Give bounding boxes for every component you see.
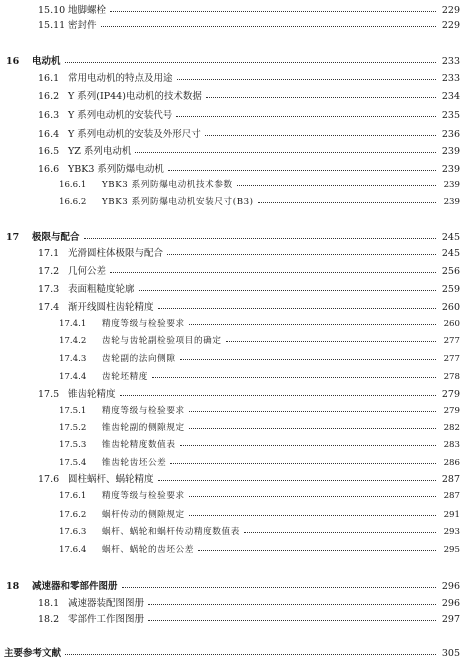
dot-leader bbox=[237, 185, 436, 186]
toc-entry bbox=[0, 333, 468, 349]
toc-entry-title: YBK3 系列防爆电动机安装尺寸(B3) bbox=[102, 197, 254, 207]
toc-entry-title: 表面粗糙度轮廓 bbox=[68, 284, 135, 295]
toc-entry-page-number: 277 bbox=[443, 336, 460, 346]
toc-entry-title: 减速器和零部件图册 bbox=[32, 581, 118, 592]
toc-entry-number: 18.1 bbox=[38, 598, 60, 609]
dot-leader bbox=[65, 62, 436, 63]
toc-entry-page-number: 296 bbox=[441, 581, 460, 592]
toc-entry-number: 17.4.2 bbox=[59, 336, 87, 346]
toc-entry-number: 17.5.2 bbox=[59, 423, 87, 433]
dot-leader bbox=[148, 620, 436, 621]
dot-leader bbox=[258, 202, 436, 203]
toc-entry-page-number: 293 bbox=[443, 527, 460, 537]
toc-entry-title: 减速器装配图图册 bbox=[68, 598, 145, 609]
dot-leader bbox=[110, 11, 436, 12]
toc-entry-number: 15.11 bbox=[38, 20, 66, 31]
dot-leader bbox=[189, 324, 436, 325]
dot-leader bbox=[205, 135, 436, 136]
toc-entry-number: 17.5.1 bbox=[59, 406, 87, 416]
dot-leader bbox=[158, 480, 436, 481]
toc-entry-title: 蜗杆传动的侧隙规定 bbox=[102, 510, 185, 520]
toc-entry-page-number: 279 bbox=[441, 389, 460, 400]
toc-entry-page-number: 287 bbox=[441, 474, 460, 485]
toc-entry-number: 16.4 bbox=[38, 129, 60, 140]
toc-entry-number: 16.5 bbox=[38, 146, 60, 157]
toc-entry bbox=[0, 246, 468, 262]
toc-entry-number: 16.2 bbox=[38, 91, 60, 102]
toc-entry-page-number: 295 bbox=[443, 545, 460, 555]
toc-entry bbox=[0, 387, 468, 403]
toc-entry bbox=[0, 144, 468, 160]
toc-entry bbox=[0, 71, 468, 87]
toc-entry bbox=[0, 455, 468, 471]
dot-leader bbox=[120, 395, 436, 396]
toc-entry-title: 锥齿轮精度 bbox=[68, 389, 116, 400]
toc-entry-title: 精度等级与检验要求 bbox=[102, 491, 185, 501]
toc-entry-page-number: 287 bbox=[443, 491, 460, 501]
toc-entry bbox=[0, 89, 468, 105]
toc-entry bbox=[0, 488, 468, 504]
toc-entry-number: 16.3 bbox=[38, 110, 60, 121]
toc-entry-title: 蜗杆、蜗轮的齿坯公差 bbox=[102, 545, 194, 555]
dot-leader bbox=[189, 515, 436, 516]
toc-entry-number: 17.5.4 bbox=[59, 458, 87, 468]
toc-entry-number: 17.2 bbox=[38, 266, 60, 277]
toc-entry-page-number: 286 bbox=[443, 458, 460, 468]
toc-entry-title: 地脚螺栓 bbox=[68, 5, 107, 16]
toc-entry-page-number: 229 bbox=[441, 20, 460, 31]
toc-entry bbox=[0, 194, 468, 210]
toc-entry bbox=[0, 3, 468, 19]
toc-entry-page-number: 234 bbox=[441, 91, 460, 102]
toc-entry-page-number: 256 bbox=[441, 266, 460, 277]
toc-entry-title: 圆柱蜗杆、蜗轮精度 bbox=[68, 474, 154, 485]
toc-entry-number: 16.6 bbox=[38, 164, 60, 175]
toc-entry-number: 17.4 bbox=[38, 302, 60, 313]
toc-entry-page-number: 236 bbox=[441, 129, 460, 140]
dot-leader bbox=[206, 97, 436, 98]
toc-entry-title: 蜗杆、蜗轮和蜗杆传动精度数值表 bbox=[102, 527, 240, 537]
toc-entry-number: 17.6.4 bbox=[59, 545, 87, 555]
toc-chapter-entry bbox=[0, 54, 468, 70]
toc-entry-title: 渐开线圆柱齿轮精度 bbox=[68, 302, 154, 313]
toc-entry-page-number: 260 bbox=[443, 319, 460, 329]
toc-entry-title: Y 系列(IP44)电动机的技术数据 bbox=[68, 91, 202, 102]
toc-entry bbox=[0, 612, 468, 628]
toc-entry bbox=[0, 542, 468, 558]
toc-entry-page-number: 296 bbox=[441, 598, 460, 609]
toc-entry-title: 齿轮坯精度 bbox=[102, 372, 148, 382]
dot-leader bbox=[158, 308, 436, 309]
toc-entry bbox=[0, 316, 468, 332]
toc-entry bbox=[0, 437, 468, 453]
dot-leader bbox=[198, 550, 436, 551]
toc-entry-title: 齿轮与齿轮副检验项目的确定 bbox=[102, 336, 222, 346]
toc-entry-title: Y 系列电动机的安装代号 bbox=[68, 110, 173, 121]
toc-entry-page-number: 245 bbox=[441, 232, 460, 243]
toc-entry-title: 常用电动机的特点及用途 bbox=[68, 73, 173, 84]
toc-entry-number: 17.6 bbox=[38, 474, 60, 485]
toc-entry-title: 密封件 bbox=[68, 20, 97, 31]
toc-entry bbox=[0, 264, 468, 280]
toc-entry-page-number: 291 bbox=[443, 510, 460, 520]
toc-entry bbox=[0, 108, 468, 124]
toc-entry-page-number: 235 bbox=[441, 110, 460, 121]
toc-entry-page-number: 277 bbox=[443, 354, 460, 364]
toc-entry-page-number: 239 bbox=[441, 146, 460, 157]
toc-entry-page-number: 229 bbox=[441, 5, 460, 16]
dot-leader bbox=[189, 411, 436, 412]
dot-leader bbox=[148, 604, 436, 605]
dot-leader bbox=[189, 428, 436, 429]
dot-leader bbox=[176, 116, 436, 117]
toc-entry-page-number: 239 bbox=[443, 180, 460, 190]
toc-entry-number: 17.4.4 bbox=[59, 372, 87, 382]
toc-entry bbox=[0, 507, 468, 523]
toc-entry bbox=[0, 472, 468, 488]
toc-chapter-entry bbox=[0, 230, 468, 246]
toc-entry-page-number: 260 bbox=[441, 302, 460, 313]
toc-entry-number: 17.4.3 bbox=[59, 354, 87, 364]
toc-entry bbox=[0, 300, 468, 316]
dot-leader bbox=[135, 152, 436, 153]
toc-entry-number: 17.5 bbox=[38, 389, 60, 400]
dot-leader bbox=[110, 272, 436, 273]
toc-entry-page-number: 239 bbox=[443, 197, 460, 207]
dot-leader bbox=[65, 654, 436, 655]
toc-chapter-entry bbox=[0, 579, 468, 595]
toc-entry-page-number: 278 bbox=[443, 372, 460, 382]
toc-entry bbox=[0, 18, 468, 34]
toc-entry-number: 16.6.1 bbox=[59, 180, 87, 190]
dot-leader bbox=[189, 496, 436, 497]
toc-entry bbox=[0, 369, 468, 385]
toc-entry-title: 极限与配合 bbox=[32, 232, 80, 243]
toc-entry-number: 17.1 bbox=[38, 248, 60, 259]
toc-entry-number: 17.6.3 bbox=[59, 527, 87, 537]
dot-leader bbox=[139, 290, 436, 291]
dot-leader bbox=[226, 341, 436, 342]
toc-entry-page-number: 259 bbox=[441, 284, 460, 295]
toc-entry-title: YZ 系列电动机 bbox=[68, 146, 132, 157]
toc-entry-number: 17.6.1 bbox=[59, 491, 87, 501]
toc-entry-title: YBK3 系列防爆电动机 bbox=[68, 164, 164, 175]
toc-entry-number: 18.2 bbox=[38, 614, 60, 625]
toc-entry-number: 17 bbox=[6, 232, 20, 243]
toc-entry bbox=[0, 177, 468, 193]
toc-entry-title: 精度等级与检验要求 bbox=[102, 319, 185, 329]
toc-entry-number: 17.5.3 bbox=[59, 440, 87, 450]
toc-entry-title: 齿轮副的法向侧隙 bbox=[102, 354, 176, 364]
dot-leader bbox=[168, 170, 436, 171]
toc-entry-page-number: 297 bbox=[441, 614, 460, 625]
toc-entry-title: 锥齿轮齿坯公差 bbox=[102, 458, 167, 468]
toc-entry-page-number: 233 bbox=[441, 73, 460, 84]
toc-entry-page-number: 283 bbox=[443, 440, 460, 450]
toc-entry-title: 锥齿轮精度数值表 bbox=[102, 440, 176, 450]
dot-leader bbox=[167, 254, 436, 255]
toc-entry-number: 16 bbox=[6, 56, 20, 67]
toc-entry-number: 17.6.2 bbox=[59, 510, 87, 520]
toc-entry bbox=[0, 420, 468, 436]
toc-entry bbox=[0, 524, 468, 540]
toc-entry-title: 主要参考文献 bbox=[4, 648, 62, 659]
dot-leader bbox=[84, 238, 436, 239]
toc-entry-number: 17.3 bbox=[38, 284, 60, 295]
toc-entry-page-number: 245 bbox=[441, 248, 460, 259]
dot-leader bbox=[177, 79, 436, 80]
toc-entry-title: 光滑圆柱体极限与配合 bbox=[68, 248, 164, 259]
dot-leader bbox=[170, 463, 436, 464]
toc-entry bbox=[0, 403, 468, 419]
toc-entry-number: 16.6.2 bbox=[59, 197, 87, 207]
dot-leader bbox=[180, 445, 436, 446]
toc-entry-number: 18 bbox=[6, 581, 20, 592]
toc-entry-page-number: 282 bbox=[443, 423, 460, 433]
toc-entry-title: Y 系列电动机的安装及外形尺寸 bbox=[68, 129, 201, 140]
toc-entry-title: 精度等级与检验要求 bbox=[102, 406, 185, 416]
toc-entry-page-number: 233 bbox=[441, 56, 460, 67]
dot-leader bbox=[152, 377, 436, 378]
toc-entry-number: 16.1 bbox=[38, 73, 60, 84]
toc-entry bbox=[0, 351, 468, 367]
toc-entry-page-number: 279 bbox=[443, 406, 460, 416]
toc-entry-page-number: 305 bbox=[441, 648, 460, 659]
toc-entry-number: 17.4.1 bbox=[59, 319, 87, 329]
toc-entry bbox=[0, 162, 468, 178]
toc-entry-title: 电动机 bbox=[32, 56, 61, 67]
dot-leader bbox=[122, 587, 436, 588]
toc-entry-number: 15.10 bbox=[38, 5, 66, 16]
toc-entry bbox=[0, 596, 468, 612]
toc-entry-title: 零部件工作图图册 bbox=[68, 614, 145, 625]
toc-entry-page-number: 239 bbox=[441, 164, 460, 175]
dot-leader bbox=[244, 532, 436, 533]
toc-entry bbox=[0, 127, 468, 143]
toc-entry-title: 锥齿轮副的侧隙规定 bbox=[102, 423, 185, 433]
toc-references-entry bbox=[0, 646, 468, 662]
dot-leader bbox=[101, 26, 436, 27]
dot-leader bbox=[180, 359, 436, 360]
toc-entry bbox=[0, 282, 468, 298]
toc-entry-title: 几何公差 bbox=[68, 266, 107, 277]
toc-entry-title: YBK3 系列防爆电动机技术参数 bbox=[102, 180, 233, 190]
